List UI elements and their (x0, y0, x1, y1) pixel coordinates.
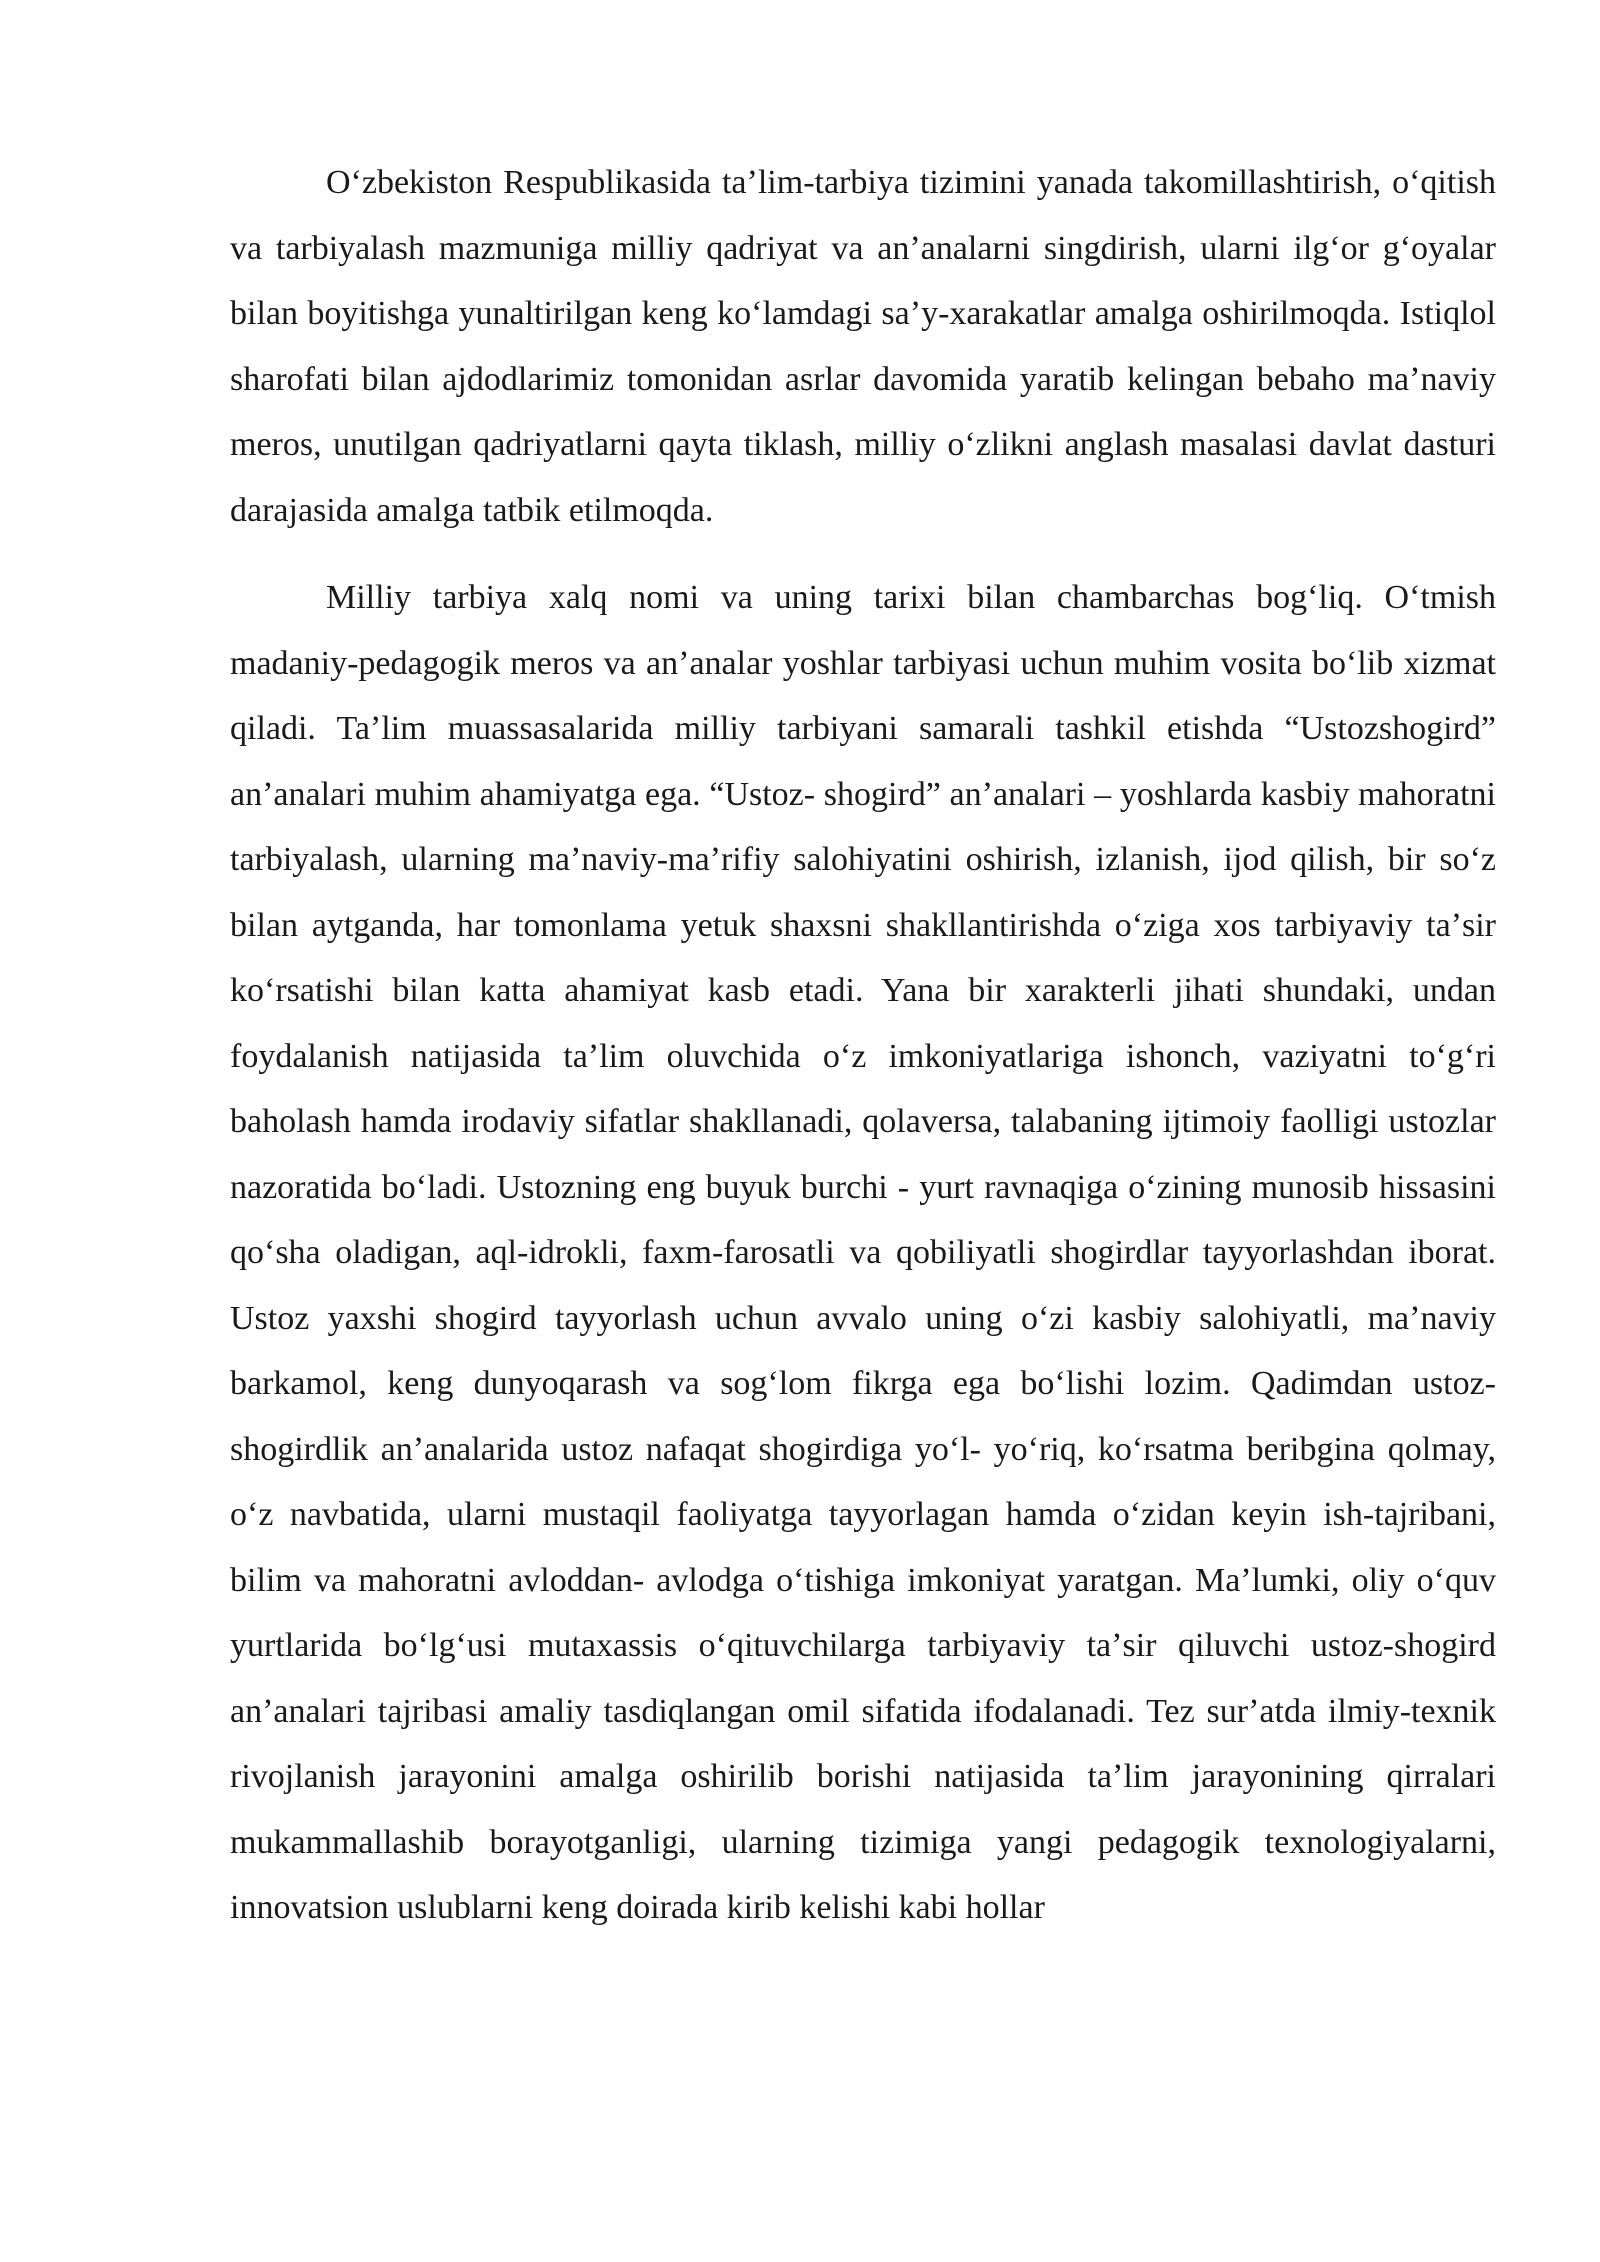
paragraph-1: Oʻzbekiston Respublikasida taʼlim-tarbiya tizimini yanada takomillashtirish, oʻqitish va tarbiyalash mazmuniga milliy qadriyat va anʼanalarni singdirish, ularni ilgʻor gʻoyalar bilan boyitishga yunaltirilgan keng koʻlamdagi saʼy-xarakatlar amalga oshirilmoqda. Istiqlol sharofati bilan ajdodlarimiz tomonidan asrlar davomida yaratib kelingan bebaho maʼnaviy meros, unutilgan qadriyatlarni qayta tiklash, milliy oʻzlikni anglash masalasi davlat dasturi darajasida amalga tatbik etilmoqda. (230, 164, 1496, 529)
document-page (230, 150, 1496, 1941)
paragraph-2: Milliy tarbiya xalq nomi va uning tarixi bilan chambarchas bogʻliq. Oʻtmish madaniy-pedagogik meros va anʼanalar yoshlar tarbiyasi uchun muhim vosita boʻlib xizmat qiladi. Taʼlim muassasalarida milliy tarbiyani samarali tashkil etishda “Ustozshogird” anʼanalari muhim ahamiyatga ega. “Ustoz- shogird” anʼanalari – yoshlarda kasbiy mahoratni tarbiyalash, ularning maʼnaviy-maʼrifiy salohiyatini oshirish, izlanish, ijod qilish, bir soʻz bilan aytganda, har tomonlama yetuk shaxsni shakllantirishda oʻziga xos tarbiyaviy taʼsir koʻrsatishi bilan katta ahamiyat kasb etadi. Yana bir xarakterli jihati shundaki, undan foydalanish natijasida taʼlim oluvchida oʻz imkoniyatlariga ishonch, vaziyatni toʻgʻri baholash hamda irodaviy sifatlar shakllanadi, qolaversa, talabaning ijtimoiy faolligi ustozlar nazoratida boʻladi. Ustozning eng buyuk burchi - yurt ravnaqiga oʻzining munosib hissasini qoʻsha oladigan, aql-idrokli, faxm-farosatli va qobiliyatli shogirdlar tayyorlashdan iborat. Ustoz yaxshi shogird tayyorlash uchun avvalo uning oʻzi kasbiy salohiyatli, maʼnaviy barkamol, keng dunyoqarash va sogʻlom fikrga ega boʻlishi lozim. Qadimdan ustoz-shogirdlik anʼanalarida ustoz nafaqat shogirdiga yoʻl- yoʻriq, koʻrsatma beribgina qolmay, oʻz navbatida, ularni mustaqil faoliyatga tayyorlagan hamda oʻzidan keyin ish-tajribani, bilim va mahoratni avloddan- avlodga oʻtishiga imkoniyat yaratgan. Maʼlumki, oliy oʻquv yurtlarida boʻlgʻusi mutaxassis oʻqituvchilarga tarbiyaviy taʼsir qiluvchi ustoz-shogird anʼanalari tajribasi amaliy tasdiqlangan omil sifatida ifodalanadi. Tez surʼatda ilmiy-texnik rivojlanish jarayonini amalga oshirilib borishi natijasida taʼlim jarayonining qirralari mukammallashib borayotganligi, ularning tizimiga yangi pedagogik texnologiyalarni, innovatsion uslublarni keng doirada kirib kelishi kabi hollar (230, 579, 1496, 1926)
